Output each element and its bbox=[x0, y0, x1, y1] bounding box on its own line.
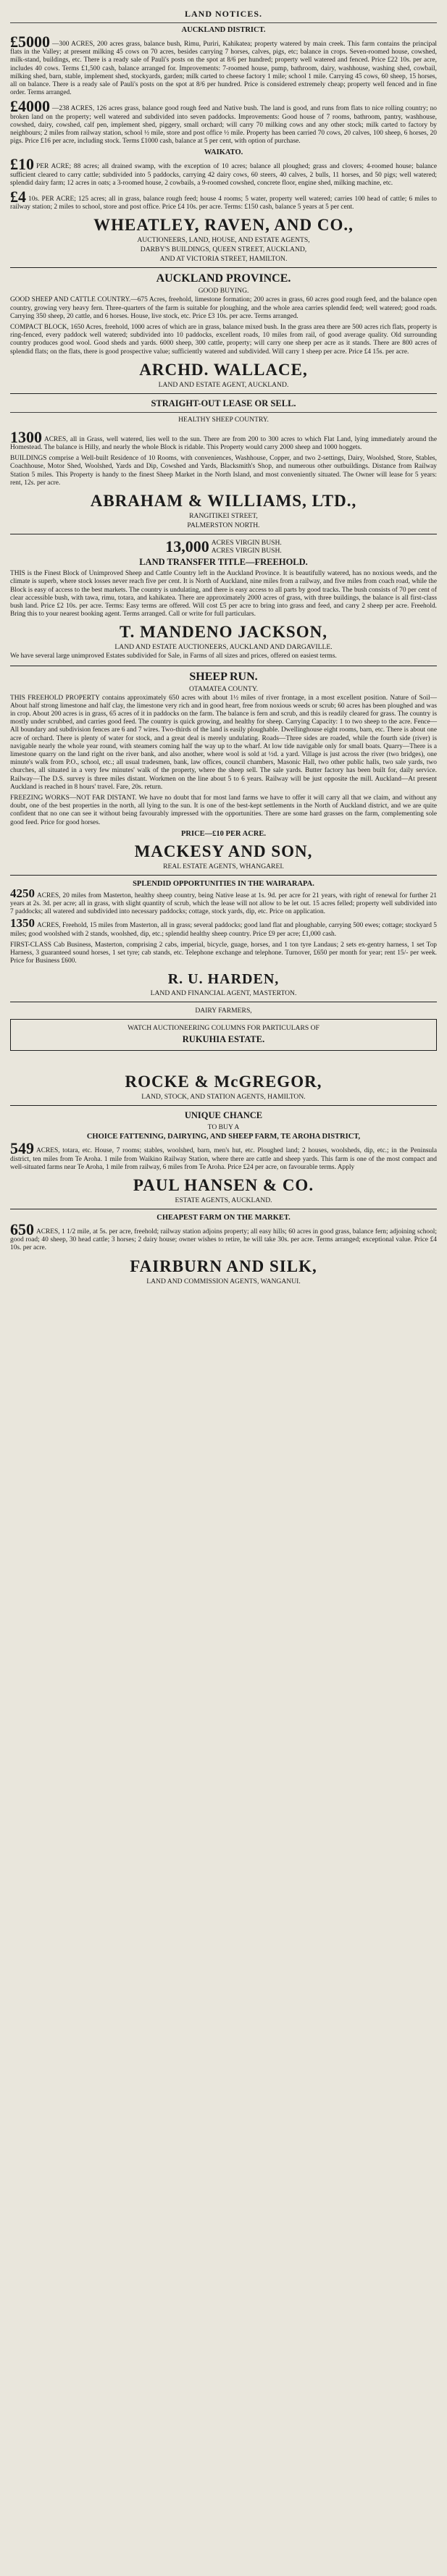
firm-rocke-mcgregor: ROCKE & McGREGOR, bbox=[125, 1073, 322, 1091]
ad-virgin-bush: THIS is the Finest Block of Unimproved Sheep and Cattle Country left in the Auckland Province. It is beautifully watered, has no noxious weeds, and the climate is superb, where stock losses never reach five per cent. It is North of Auckland, nine miles from a railway, and five miles from coach road, while the Block is easy of access to the best markets. The country is undulating, and there is easy access to all parts by good tracks. The bush consists of 70 per cent of clear accessible bush, with tawa, rimu, totara, and kahikatea. There are approximately 2000 acres of grass, with three buildings, the balance is all first-class bush land. Price £2 10s. per acre. Terms: Easy terms are offered. Will cost £5 per acre to bring into grass and feed, and carry 2 sheep per acre. Freehold. Bring this to your nearest booking agent. Terms arranged. Call or write for full particulars. bbox=[10, 570, 437, 618]
rukuhia-estate: RUKUHIA ESTATE. bbox=[182, 1034, 265, 1045]
firm-mandeno-jackson: T. MANDENO JACKSON, bbox=[120, 623, 327, 642]
ad-compact-block: COMPACT BLOCK, 1650 Acres, freehold, 1000 acres of which are in grass, balance mixed bush. In the grass area there are 500 acres rich flats, property is ring-fenced, every paddock well watered; subdivided into 10 paddocks, excellent roads, 10 miles from rail, of good average quality. Old surrounding country produces good wool. Good sheds and yards. 6000 sheep, 300 cattle, property; will carry one sheep per acre as it stands. There are 800 acres of splendid flats; on the flats, there is good prospective value; sufficiently watered and subdivided. Will carry 1 sheep per acre. Price £4 15s. per acre. bbox=[10, 324, 437, 356]
straight-out-heading: STRAIGHT-OUT LEASE OR SELL. bbox=[151, 398, 296, 408]
divider bbox=[10, 393, 437, 394]
to-buy-heading: TO BUY A bbox=[207, 1123, 240, 1132]
firm-sub: ESTATE AGENTS, AUCKLAND. bbox=[175, 1196, 272, 1204]
ad-buildings: BUILDINGS comprise a Well-built Residence of 10 Rooms, with conveniences, Washhouse, Copper, and two 2-settings, Dairy, Woolshed, Store, Stables, Coachhouse, Motor Shed, Woolshed, Yards and Dip, Cowshed and Yards, Blacksmith's Shop, and numerous other outbuildings. Distance from Railway Station 5 miles. This Property is handy to the finest Sheep Market in the North Island, and most conveniently situated. The Owner will lease for 5 years: rent, 12s. per acre. bbox=[10, 455, 437, 487]
ad-4000: £4000 —238 ACRES, 126 acres grass, balance good rough feed and Native bush. The land is good, and runs from flats to nice rolling country; no broken land on the property; well watered and subdivided into seven paddocks. Improvements: Good house of 7 rooms, bathroom, pantry, washhouse, cowshed, dairy, cowshed, calf pen, implement shed, piggery, small orchard; will carry 70 milking cows and any other stock; milk carted to factory by neighbours; 2 miles from railway station, school ½ mile, store and post office ½ mile. Property has been carried 70 cows, 20 calves, 100 sheep, 6 horses, 20 pigs. Price £16 per acre, including stock. Terms £1000 cash, balance at 5 per cent, with option of purchase. bbox=[10, 97, 437, 146]
otamatea-heading: OTAMATEA COUNTY. bbox=[189, 684, 258, 693]
firm-harden: R. U. HARDEN, bbox=[167, 971, 280, 988]
choice-farm-headline: CHOICE FATTENING, DAIRYING, AND SHEEP FARM, TE AROHA DISTRICT, bbox=[86, 1133, 361, 1141]
firm-sub: LAND AND COMMISSION AGENTS, WANGANUI. bbox=[146, 1277, 301, 1285]
firm-sub: AND AT VICTORIA STREET, HAMILTON. bbox=[159, 255, 288, 264]
rukuhia-box bbox=[10, 1019, 437, 1051]
ad-sheep-run: THIS FREEHOLD PROPERTY contains approximately 650 acres with about 1½ miles of river frontage, in a most excellent position. Nature of Soil—About half strong limestone and half clay, the limestone very rich and in good heart, free from noxious weeds or scrub; 60 acres has been ploughed and was in crop. About 200 acres is in grass, 65 acres of it in paddocks on the farm. The balance is fern and scrub, and this is readily cleared for grass. The country is mostly under scrubbed, and carries good feed. The country is quick growing, and healthy for sheep. Carrying Capacity: 1 to two sheep to the acre. Fence—All boundary and subdivision fences are 6 and 7 wires. Two-thirds of the land is easily ploughable. Dwellinghouse eight rooms, barn, etc. There is about one acre of orchard. There is plenty of water for stock, and a great deal is merely undulating. Roads—Three sides are roaded, while the fourth side (river) is navigable nearly the whole year round, with steamers coming half the way up to the wharf. At low tide navigable only for small boats. Quarry—There is a limestone quarry on the land right on the river bank, and also another, where wool is sold at ½d. a yard. Village is just across the river (two bridges), one minute's walk from P.O., school, etc.; all usual tradesmen, bank, law offices, council chambers, Masonic Hall, two other public halls, two sale yards, two churches, all situated in a very few minutes' walk of the property, where the sheep sell. The sale yards. Butter factory has been built for, daily service. Railway—The D.S. survey is three miles distant. Workmen on the line about 5 to 6 years. Railway will be just opposite the mill. Auckland—At present Auckland is reached in 8 hours' travel. Fare, 20s. return. bbox=[10, 694, 437, 791]
land-transfer-heading: LAND TRANSFER TITLE—FREEHOLD. bbox=[139, 557, 308, 568]
firm-sub: PALMERSTON NORTH. bbox=[187, 521, 260, 530]
firm-sub: AUCTIONEERS, LAND, HOUSE, AND ESTATE AGENTS, bbox=[137, 236, 310, 245]
ad-cab-business: FIRST-CLASS Cab Business, Masterton, comprising 2 cabs, imperial, bicycle, guage, horses, and 1 ton tyre Landaus; 2 sets ex-gentry harness, 1 set Top Harness, 3 guaranteed sound horses, 1 set tyre; cab stands, etc. Telephone exchange and telephone. Turnover, £650 per month for year; rent 15/- per week. Price for Business £600. bbox=[10, 941, 437, 965]
ad-650-acres: 650 ACRES, 1 1/2 mile, at 5s. per acre, freehold; railway station adjoins property; all easy hills; 60 acres in good grass, balance fern; adjoining school; good road; 40 sheep, 30 head cattle; 3 horses; 2 dairy house; owner wishes to retire, he will take 30s. per acre. Terms arranged; exceptional value. Price £4 10s. per acre. bbox=[10, 1220, 437, 1252]
ad-10-per-acre: £10 PER ACRE; 88 acres; all drained swamp, with the exception of 10 acres; balance all ploughed; grass and clovers; 4-roomed house; balance sufficient cleared to carry cattle; subdivided into 5 paddocks, carrying 42 dairy cows, 60 steers, 40 calves, 2 bulls, 11 horses, and 50 pigs; well watered; splendid dairy farm; 12 acres in oats; a 3-roomed house, 2 cowbails, a 9-roomed cowshed, concrete floor, engine shed, milking machine, etc. bbox=[10, 155, 437, 187]
divider bbox=[10, 1105, 437, 1106]
watch-columns: WATCH AUCTIONEERING COLUMNS FOR PARTICULARS OF bbox=[128, 1024, 319, 1033]
firm-archd-wallace: ARCHD. WALLACE, bbox=[139, 360, 308, 379]
unique-chance-heading: UNIQUE CHANCE bbox=[184, 1110, 263, 1121]
virgin-bush-banner: 13,000 ACRES VIRGIN BUSH. ACRES VIRGIN BUSH. bbox=[165, 537, 282, 556]
estates-note: We have several large unimproved Estates subdivided for Sale, in Farms of all sizes and prices, offered on easiest terms. bbox=[10, 653, 337, 660]
land-notices-heading: LAND NOTICES. bbox=[184, 9, 263, 19]
healthy-sheep-heading: HEALTHY SHEEP COUNTRY. bbox=[178, 415, 269, 424]
firm-sub: LAND AND FINANCIAL AGENT, MASTERTON. bbox=[150, 989, 297, 998]
ad-549-acres: 549 ACRES, totara, etc. House, 7 rooms; stables, woolshed, barn, men's hut, etc. Ploughed land; 2 houses, woolsheds, dip, etc.; in the Peninsula district, ten miles from Te Aroha. 1 mile from Waikino Railway Station, where there are cattle and sheep yards. This farm is one of the most compact and well-situated farms near Te Aroha, 1 mile from railway, 6 miles from Te Aroha. Price £24 per acre, on favourable terms. Apply bbox=[10, 1139, 437, 1171]
firm-sub: REAL ESTATE AGENTS, WHANGAREI. bbox=[163, 862, 284, 870]
firm-abraham-williams: ABRAHAM & WILLIAMS, LTD., bbox=[90, 492, 357, 511]
virgin-bush-acres: 13,000 bbox=[165, 537, 209, 556]
good-buying-heading: GOOD BUYING. bbox=[198, 287, 249, 295]
firm-sub: LAND AND ESTATE AGENT, AUCKLAND. bbox=[158, 380, 289, 389]
cheapest-farm-heading: CHEAPEST FARM ON THE MARKET. bbox=[156, 1214, 291, 1222]
divider bbox=[10, 267, 437, 268]
firm-mackesy: MACKESY AND SON, bbox=[134, 842, 313, 860]
sheep-run-heading: SHEEP RUN. bbox=[189, 670, 258, 683]
auckland-district-heading: AUCKLAND DISTRICT. bbox=[181, 26, 266, 34]
dairy-farmers-heading: DAIRY FARMERS, bbox=[195, 1007, 252, 1015]
divider bbox=[10, 412, 437, 413]
firm-sub: RANGITIKEI STREET, bbox=[189, 512, 258, 521]
firm-paul-hansen: PAUL HANSEN & CO. bbox=[133, 1176, 314, 1194]
wairarapa-heading: SPLENDID OPPORTUNITIES IN THE WAIRARAPA. bbox=[133, 879, 314, 888]
sheep-run-price: PRICE—£10 PER ACRE. bbox=[181, 829, 266, 838]
firm-sub: LAND AND ESTATE AUCTIONEERS, AUCKLAND AND DARGAVILLE. bbox=[114, 643, 333, 652]
ad-1300-acres: 1300 ACRES, all in Grass, well watered, lies well to the sun. There are from 200 to 300 acres to which Flat Land, lying immediately around the Homestead. The balance is Hilly, and nearly the whole Block is ridable. This Property would carry 2000 sheep and 1000 hoggets. bbox=[10, 427, 437, 452]
waikato-heading: WAIKATO. bbox=[204, 148, 243, 157]
ad-freezing-works: FREEZING WORKS—NOT FAR DISTANT. We have no doubt that for most land farms we have to offer it will carry all that we claim, and without any doubt, one of the best properties in the north, all lying to the sun. It is one of the best-kept settlements in the North of Auckland district, and we are quite confident that no one can see it without being favourably impressed with the opportunities. There are some hard grasses on the farm, complementing sole good feed. Price for good horses. bbox=[10, 794, 437, 826]
ad-1350-acres: 1350 ACRES, Freehold, 15 miles from Masterton, all in grass; several paddocks; good land flat and ploughable, carrying 500 ewes; cottage; stockyard 5 miles; good woolshed with 2 stands, woolshed, dip, etc.; splendid healthy sheep country. Price £9 per acre; £1,000 cash. bbox=[10, 916, 437, 938]
firm-sub: LAND, STOCK, AND STATION AGENTS, HAMILTON. bbox=[141, 1093, 306, 1102]
divider bbox=[10, 875, 437, 876]
ad-4-per-acre: £4 10s. PER ACRE; 125 acres; all in grass, balance rough feed; house 4 rooms; 5 water, property well watered; carries 100 head of cattle; 6 miles to railway station; 2 miles to school, store and post office. Price £4 10s. per acre. Terms: £150 cash, balance 5 years at 5 per cent. bbox=[10, 188, 437, 211]
firm-fairburn-silk: FAIRBURN AND SILK, bbox=[130, 1256, 317, 1275]
firm-sub: DARBY'S BUILDINGS, QUEEN STREET, AUCKLAND, bbox=[140, 246, 307, 254]
ad-sheep-cattle: GOOD SHEEP AND CATTLE COUNTRY.—675 Acres, freehold, limestone formation; 200 acres in grass, 60 acres good rough feed, and the balance open country, growing very heavy fern. Three-quarters of the farm is suitable for ploughing, and the whole area carries splendid feed; well watered; good roads. Carrying 350 sheep, 20 cattle, and 6 horses. House, live stock, etc. Price £3 10s. per acre. Terms arranged. bbox=[10, 296, 437, 320]
auckland-province-heading: AUCKLAND PROVINCE. bbox=[156, 272, 291, 285]
divider bbox=[10, 22, 437, 23]
ad-5000: £5000 —300 ACRES, 200 acres grass, balance bush, Rimu, Puriri, Kahikatea; property watered by main creek. This farm contains the principal flats in the Valley; at present milking 45 cows on 70 acres, besides carrying 7 horses, calves, pigs, etc; balance in crops. Seven-roomed house, cowshed, milk-stand, buildings, etc. There is a ready sale of Pauli's posts on the spot at 8/6 per hundred; property well watered and fenced. Price £22 10s. per acre, includes 40 cows. Terms £1,500 cash, balance arranged for. Improvements: 7-roomed house, pump, bathroom, dairy, washhouse, washing shed, cowbail, milking shed, barn, stable, implement shed, stockyards, garden; milk carted to cheese factory 1 mile; school 1 mile. Carrying 45 cows, 60 sheep, 15 horses, all on balance. There is a ready sale of Pauli's posts on the spot at 8/6 per hundred. Price is considered extremely cheap; property well fenced and in fine order. Terms arranged. bbox=[10, 33, 437, 97]
firm-wheatley-raven: WHEATLEY, RAVEN, AND CO., bbox=[93, 216, 354, 235]
ad-4250-acres: 4250 ACRES, 20 miles from Masterton, healthy sheep country, being Native lease at 1s. 9d. per acre for 21 years, with right of renewal for further 21 years at 2s. 3d. per acre; all in grass, with slight quantity of scrub, which the lease will not allow to be let out. 15 acres felled; property well subdivided into 7 paddocks; all watered and subdivided into necessary paddocks; cottage, stock yards, dip, etc. Price on application. bbox=[10, 886, 437, 916]
